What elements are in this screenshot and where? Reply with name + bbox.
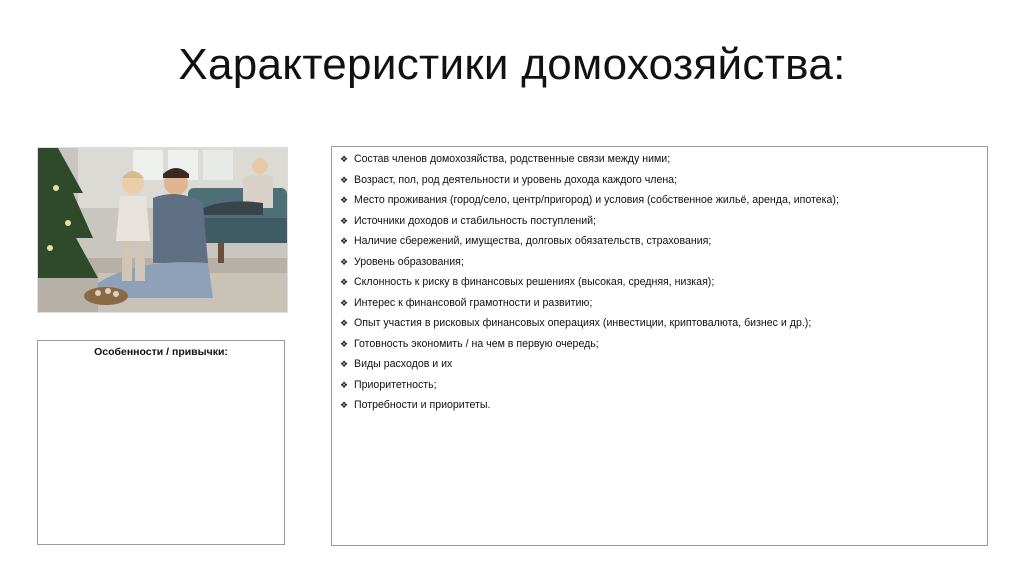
diamond-bullet-icon: ❖ — [340, 379, 349, 390]
habits-heading: Особенности / привычки: — [94, 346, 228, 358]
habits-box[interactable] — [37, 340, 285, 545]
list-item-text: Состав членов домохозяйства, родственные связи между ними; — [354, 153, 671, 165]
family-photo — [37, 147, 288, 313]
list-item-text: Возраст, пол, род деятельности и уровень дохода каждого члена; — [354, 173, 678, 186]
diamond-bullet-icon: ❖ — [340, 195, 349, 205]
list-item — [340, 234, 979, 248]
diamond-bullet-icon: ❖ — [340, 400, 349, 410]
list-item-text: Интерес к финансовой грамотности и развитию; — [354, 296, 593, 309]
list-item — [340, 214, 979, 228]
characteristics-list-box — [331, 146, 988, 546]
list-item-text: Приоритетность; — [354, 378, 437, 391]
list-item — [340, 255, 979, 269]
list-item — [340, 378, 979, 392]
list-item — [340, 337, 979, 351]
diamond-bullet-icon: ❖ — [340, 174, 349, 185]
list-item-text: Склонность к риску в финансовых решениях (высокая, средняя, низкая); — [354, 276, 715, 288]
list-item-text: Место проживания (город/село, центр/пригород) и условия (собственное жильё, аренда, ипотека); — [354, 194, 839, 206]
diamond-bullet-icon: ❖ — [340, 297, 349, 308]
diamond-bullet-icon: ❖ — [340, 236, 349, 246]
list-item — [340, 398, 979, 412]
list-item-text: Опыт участия в рисковых финансовых операциях (инвестиции, криптовалюта, бизнес и др.); — [354, 317, 812, 329]
diamond-bullet-icon: ❖ — [340, 338, 349, 349]
list-item-text: Потребности и приоритеты. — [354, 399, 491, 411]
list-item-text: Источники доходов и стабильность поступлений; — [354, 214, 596, 227]
diamond-bullet-icon: ❖ — [340, 277, 349, 287]
list-item — [340, 296, 979, 310]
diamond-bullet-icon: ❖ — [340, 215, 349, 226]
family-photo-icon — [38, 148, 287, 312]
list-item — [340, 152, 979, 166]
list-item — [340, 193, 979, 207]
diamond-bullet-icon: ❖ — [340, 359, 349, 369]
list-item-text: Виды расходов и их — [354, 358, 453, 370]
diamond-bullet-icon: ❖ — [340, 154, 349, 164]
list-item-text: Готовность экономить / на чем в первую очередь; — [354, 337, 599, 350]
list-item — [340, 357, 979, 371]
page-title: Характеристики домохозяйства: — [178, 40, 846, 89]
list-item-text: Уровень образования; — [354, 255, 464, 268]
list-item — [340, 316, 979, 330]
diamond-bullet-icon: ❖ — [340, 256, 349, 267]
list-item-text: Наличие сбережений, имущества, долговых обязательств, страхования; — [354, 235, 712, 247]
list-item — [340, 173, 979, 187]
list-item — [340, 275, 979, 289]
characteristics-list — [340, 152, 979, 412]
diamond-bullet-icon: ❖ — [340, 318, 349, 328]
